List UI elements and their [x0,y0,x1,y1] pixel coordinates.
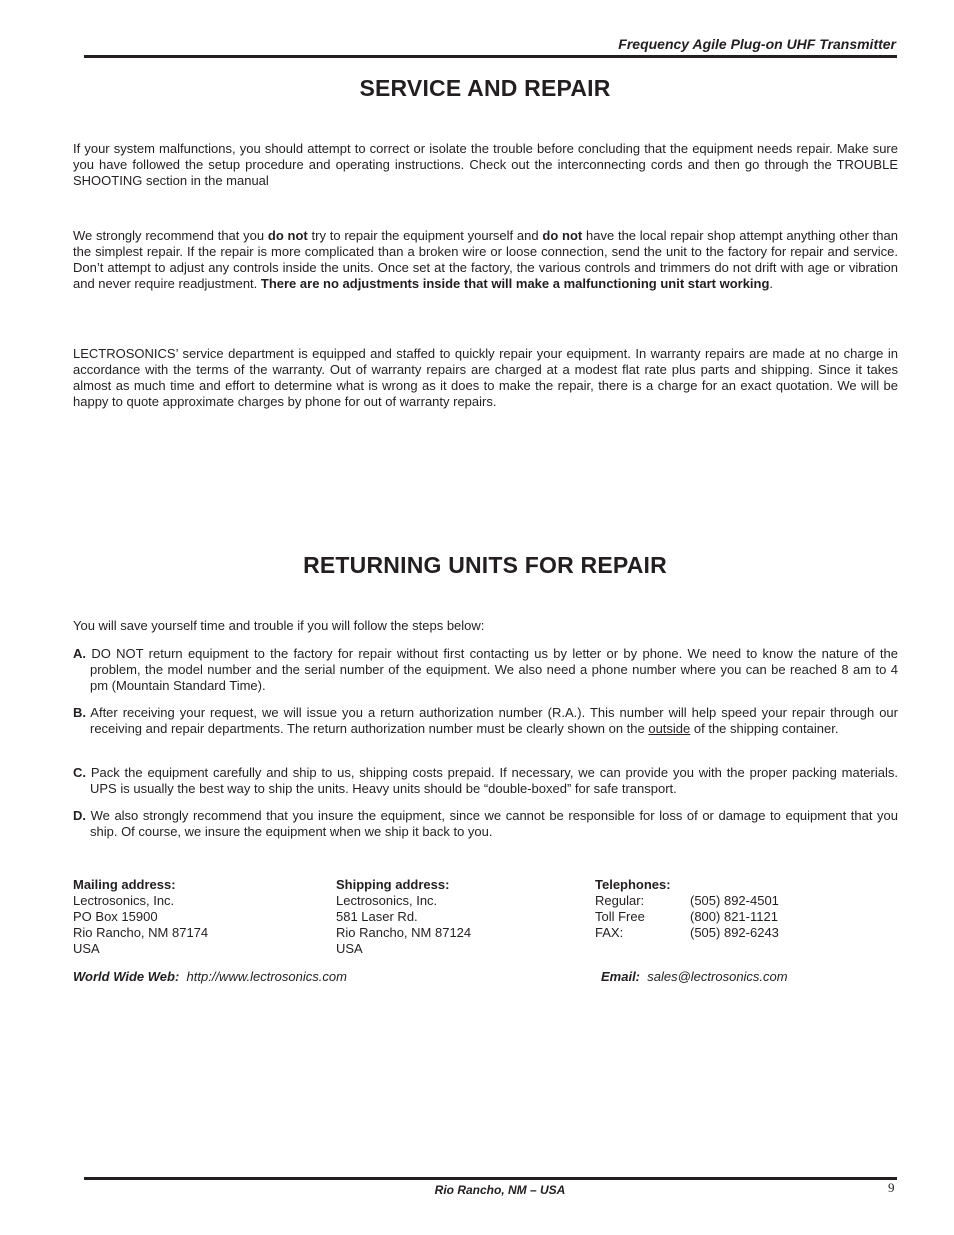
telephone-row [595,909,779,925]
running-footer: Rio Rancho, NM – USA [434,1183,566,1197]
step-a: A. DO NOT return equipment to the factory for repair without first contacting us by letter or by phone. We need to know the nature of the problem, the model number and the serial number of the equipment. We also need a phone number where you can be reached 8 am to 4 pm (Mountain Standard Time). [73,646,898,693]
website-link[interactable]: http://www.lectrosonics.com [186,969,347,984]
section-heading-returning: RETURNING UNITS FOR REPAIR [303,552,667,578]
footer-rule [84,1177,897,1180]
page-number: 9 [888,1180,895,1195]
website-label: World Wide Web: [73,969,180,984]
phone-number: (800) 821-1121 [690,909,778,924]
address-line: USA [336,941,363,956]
step-b: B. After receiving your request, we will issue you a return authorization number (R.A.). This number will help speed your repair through our receiving and repair departments. The return authorization number must be clearly shown on the outside of the shipping container. [73,705,898,736]
phone-number: (505) 892-4501 [690,893,779,908]
service-paragraph-1: If your system malfunctions, you should attempt to correct or isolate the trouble before concluding that the equipment needs repair. Make sure you have followed the setup procedure and operating instructions. Check out the interconnecting cords and then go through the TROUBLE SHOOTING section in the manual [73,141,898,188]
header-rule [84,55,897,58]
service-paragraph-2: We strongly recommend that you do not try to repair the equipment yourself and do not have the local repair shop attempt anything other than the simplest repair. If the repair is more complicated than a broken wire or loose connection, send the unit to the factory for repair and service. Don’t attempt to adjust any controls inside the units. Once set at the factory, the various controls and trimmers do not drift with age or vibration and never require readjustment. There are no adjustments inside that will make a malfunctioning unit start working. [73,228,898,291]
website-line [73,969,347,984]
address-line: 581 Laser Rd. [336,909,418,924]
phone-number: (505) 892-6243 [690,925,779,940]
email-line [601,969,788,984]
address-line: PO Box 15900 [73,909,158,924]
shipping-address-label: Shipping address: [336,877,450,892]
returning-intro: You will save yourself time and trouble if you will follow the steps below: [73,618,485,633]
phone-type: Toll Free [595,909,645,924]
service-paragraph-3: LECTROSONICS’ service department is equipped and staffed to quickly repair your equipment. In warranty repairs are made at no charge in accordance with the terms of the warranty. Out of warranty repairs are charged at a modest flat rate plus parts and shipping. Since it takes almost as much time and effort to determine what is wrong as it does to make the repair, there is a charge for an exact quotation. We will be happy to quote approximate charges by phone for out of warranty repairs. [73,346,898,409]
mailing-address [73,877,208,957]
telephone-row [595,893,779,909]
phone-type: Regular: [595,893,645,908]
address-line: Rio Rancho, NM 87124 [336,925,472,940]
step-d: D. We also strongly recommend that you insure the equipment, since we cannot be responsible for loss of or damage to equipment that you ship. Of course, we insure the equipment when we ship it back to you. [73,808,898,839]
address-line: Rio Rancho, NM 87174 [73,925,209,940]
phone-type: FAX: [595,925,624,940]
mailing-address-label: Mailing address: [73,877,176,892]
email-link[interactable]: sales@lectrosonics.com [647,969,788,984]
address-line: USA [73,941,100,956]
email-label: Email: [601,969,641,984]
telephone-row [595,925,779,941]
address-line: Lectrosonics, Inc. [73,893,175,908]
address-line: Lectrosonics, Inc. [336,893,438,908]
step-c: C. Pack the equipment carefully and ship to us, shipping costs prepaid. If necessary, we can provide you with the proper packing materials. UPS is usually the best way to ship the units. Heavy units should be “double-boxed” for safe transport. [73,765,898,796]
shipping-address [336,877,471,957]
section-heading-service: SERVICE AND REPAIR [359,75,611,101]
telephones-label: Telephones: [595,877,671,892]
telephones [595,877,779,941]
running-header: Frequency Agile Plug-on UHF Transmitter [618,36,896,52]
